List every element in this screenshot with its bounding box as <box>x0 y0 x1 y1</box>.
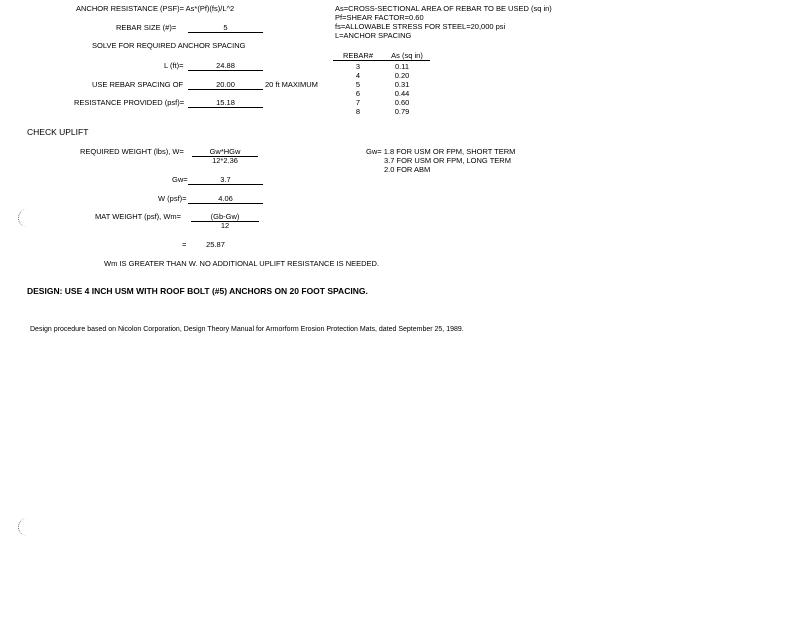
mat-weight-label: MAT WEIGHT (psf), Wm= <box>95 212 182 221</box>
w-value: 4.06 <box>188 194 263 204</box>
table-header-rebar: REBAR# <box>342 51 373 60</box>
margin-mark <box>18 518 28 536</box>
spacing-value: 20.00 <box>188 80 263 90</box>
table-header-as: As (sq in) <box>391 51 423 60</box>
design-statement: DESIGN: USE 4 INCH USM WITH ROOF BOLT (#5) ANCHORS ON 20 FOOT SPACING. <box>27 286 368 296</box>
gw-note-abm: 2.0 FOR ABM <box>384 165 431 174</box>
table-cell-rebar: 7 <box>355 98 361 107</box>
spacing-label: USE REBAR SPACING OF <box>92 80 184 89</box>
result-label: = <box>182 240 187 249</box>
table-cell-rebar: 8 <box>355 107 361 116</box>
table-cell-rebar: 6 <box>355 89 361 98</box>
def-as: As=CROSS-SECTIONAL AREA OF REBAR TO BE USED (sq in) <box>335 4 552 13</box>
result-value: 25.87 <box>206 240 225 249</box>
mat-weight-numerator: (Gb-Gw) <box>191 212 259 222</box>
mat-weight-denominator: 12 <box>220 221 230 230</box>
gw-note-short: Gw= 1.8 FOR USM OR FPM, SHORT TERM <box>366 147 516 156</box>
anchor-formula: ANCHOR RESISTANCE (PSF)= As*(Pf)(fs)/L^2 <box>76 4 235 13</box>
required-weight-numerator: Gw*HGw <box>192 147 258 157</box>
table-cell-as: 0.79 <box>394 107 410 116</box>
table-cell-rebar: 5 <box>355 80 361 89</box>
gw-value: 3.7 <box>188 175 263 185</box>
table-header-rule <box>333 60 430 61</box>
table-cell-as: 0.20 <box>394 71 410 80</box>
uplift-conclusion: Wm IS GREATER THAN W. NO ADDITIONAL UPLIFT RESISTANCE IS NEEDED. <box>104 259 380 268</box>
gw-label: Gw= <box>172 175 188 184</box>
resistance-value: 15.18 <box>188 98 263 108</box>
def-fs: fs=ALLOWABLE STRESS FOR STEEL=20,000 psi <box>335 22 506 31</box>
margin-mark <box>18 209 28 227</box>
l-label: L (ft)= <box>164 61 184 70</box>
w-label: W (psf)= <box>158 194 187 203</box>
table-cell-rebar: 3 <box>355 62 361 71</box>
def-l: L=ANCHOR SPACING <box>335 31 412 40</box>
spacing-note: 20 ft MAXIMUM <box>265 80 318 89</box>
design-reference: Design procedure based on Nicolon Corporation, Design Theory Manual for Armorform Erosion Protection Mats, dated September 25, 1989. <box>30 326 464 333</box>
required-weight-denominator: 12*2.36 <box>212 156 238 165</box>
rebar-size-value: 5 <box>188 23 263 33</box>
table-cell-as: 0.44 <box>394 89 410 98</box>
table-cell-as: 0.11 <box>394 62 410 71</box>
l-value: 24.88 <box>188 61 263 71</box>
uplift-heading: CHECK UPLIFT <box>27 127 89 137</box>
required-weight-label: REQUIRED WEIGHT (lbs), W= <box>80 147 184 156</box>
table-cell-as: 0.60 <box>394 98 410 107</box>
rebar-size-label: REBAR SIZE (#)= <box>116 23 177 32</box>
table-cell-rebar: 4 <box>355 71 361 80</box>
solve-heading: SOLVE FOR REQUIRED ANCHOR SPACING <box>92 41 246 50</box>
resistance-label: RESISTANCE PROVIDED (psf)= <box>74 98 185 107</box>
table-cell-as: 0.31 <box>394 80 410 89</box>
def-pf: Pf=SHEAR FACTOR=0.60 <box>335 13 424 22</box>
gw-note-long: 3.7 FOR USM OR FPM, LONG TERM <box>384 156 511 165</box>
